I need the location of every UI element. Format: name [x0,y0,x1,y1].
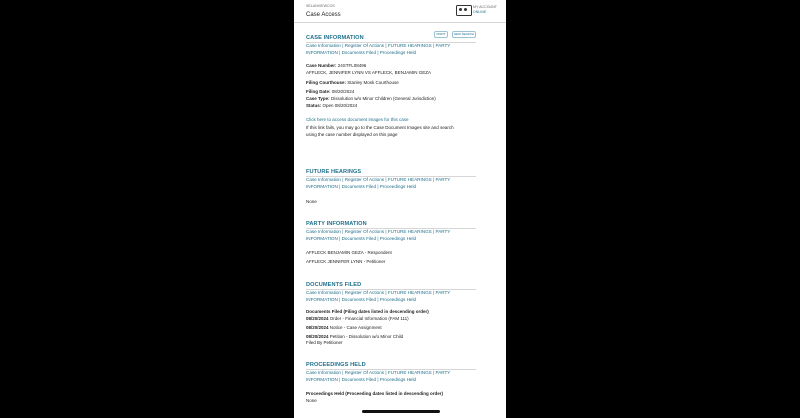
account-status: ONLINE [473,10,487,14]
document-filed-by: Filed By Petitioner [306,340,343,345]
nav-proceedings-held[interactable]: Proceedings Held [379,297,417,302]
nav-documents-filed[interactable]: Documents Filed [341,236,377,241]
nav-documents-filed[interactable]: Documents Filed [341,184,377,189]
document-row: 08/20/2024 Notice - Case Assignment [306,325,382,330]
nav-party-information[interactable]: PARTY INFORMATION [306,177,451,189]
nav-register-of-actions[interactable]: Register Of Actions [344,290,385,295]
nav-future-hearings[interactable]: FUTURE HEARINGS [387,290,432,295]
user-account-icon[interactable] [456,5,472,16]
nav-proceedings-held[interactable]: Proceedings Held [379,236,417,241]
nav-case-information[interactable]: Case Information [306,370,341,375]
nav-case-information[interactable]: Case Information [306,177,341,182]
print-button[interactable]: PRINT [434,31,448,38]
link-fail-note-line2: using the case number displayed on this page [306,132,398,137]
party-petitioner: AFFLECK JENNIFER LYNN - Petitioner [306,259,386,264]
section-nav: Case Information | Register Of Actions | FUTURE HEARINGS | PARTY INFORMATION | Documents Filed | Proceedings Held [306,229,451,241]
status-row: Status: Open 08/20/2024 [306,103,358,108]
party-respondent: AFFLECK BENJAMIN GEZA - Respondent [306,250,392,255]
case-number-value: 24STFL08496 [337,63,367,68]
nav-proceedings-held[interactable]: Proceedings Held [379,184,417,189]
case-parties: AFFLECK, JENNIFER LYNN VS AFFLECK, BENJAMIN GEZA [306,70,431,75]
case-information-heading: CASE INFORMATION [306,35,364,41]
documents-filed-subheading: Documents Filed (Filing dates listed in descending order) [306,309,429,314]
nav-party-information[interactable]: PARTY INFORMATION [306,229,451,241]
link-fail-note-line1: If this link fails, you may go to the Case Document Images site and search [306,125,454,130]
nav-documents-filed[interactable]: Documents Filed [341,50,377,55]
section-nav: Case Information | Register Of Actions | FUTURE HEARINGS | PARTY INFORMATION | Documents Filed | Proceedings Held [306,43,451,55]
nav-party-information[interactable]: PARTY INFORMATION [306,43,451,55]
document-row: 08/20/2024 Order - Financial Information (FAM 111) [306,316,409,321]
home-indicator[interactable] [362,410,440,413]
nav-register-of-actions[interactable]: Register Of Actions [344,229,385,234]
proceedings-held-subheading: Proceedings Held (Proceeding dates listed in descending order) [306,391,444,396]
nav-proceedings-held[interactable]: Proceedings Held [379,377,417,382]
courthouse-row: Filing Courthouse: Stanley Mosk Courthouse [306,80,399,85]
nav-case-information[interactable]: Case Information [306,229,341,234]
browser-page [294,0,506,418]
nav-future-hearings[interactable]: FUTURE HEARINGS [387,177,432,182]
document-images-link[interactable]: Click here to access document images for this case [306,117,409,122]
proceedings-held-value: None [306,398,317,403]
nav-register-of-actions[interactable]: Register Of Actions [344,177,385,182]
section-nav: Case Information | Register Of Actions | FUTURE HEARINGS | PARTY INFORMATION | Documents Filed | Proceedings Held [306,290,451,302]
documents-filed-heading: DOCUMENTS FILED [306,282,362,288]
nav-future-hearings[interactable]: FUTURE HEARINGS [387,229,432,234]
document-row: 08/20/2024 Petition - Dissolution w/o Minor Child [306,334,404,339]
account-label[interactable]: MY ACCOUNT [473,5,497,9]
nav-party-information[interactable]: PARTY INFORMATION [306,290,451,302]
header-small-text: SELANVIEWCOS [306,4,335,8]
nav-proceedings-held[interactable]: Proceedings Held [379,50,417,55]
page-title: Case Access [306,12,341,18]
filing-date-row: Filing Date: 08/20/2024 [306,89,355,94]
nav-future-hearings[interactable]: FUTURE HEARINGS [387,370,432,375]
nav-documents-filed[interactable]: Documents Filed [341,297,377,302]
proceedings-held-heading: PROCEEDINGS HELD [306,362,366,368]
case-type-row: Case Type: Dissolution w/o Minor Children (General Jurisdiction) [306,96,436,101]
nav-future-hearings[interactable]: FUTURE HEARINGS [387,43,432,48]
section-nav: Case Information | Register Of Actions | FUTURE HEARINGS | PARTY INFORMATION | Documents Filed | Proceedings Held [306,177,451,189]
future-hearings-value: None [306,199,317,204]
nav-documents-filed[interactable]: Documents Filed [341,377,377,382]
nav-case-information[interactable]: Case Information [306,290,341,295]
section-nav: Case Information | Register Of Actions | FUTURE HEARINGS | PARTY INFORMATION | Documents Filed | Proceedings Held [306,370,451,382]
nav-register-of-actions[interactable]: Register Of Actions [344,43,385,48]
future-hearings-heading: FUTURE HEARINGS [306,169,362,175]
nav-case-information[interactable]: Case Information [306,43,341,48]
party-information-heading: PARTY INFORMATION [306,221,367,227]
nav-register-of-actions[interactable]: Register Of Actions [344,370,385,375]
header-divider [294,22,506,23]
case-number-row: Case Number: 24STFL08496 [306,63,367,68]
new-search-button[interactable]: NEW SEARCH [453,32,475,36]
nav-party-information[interactable]: PARTY INFORMATION [306,370,451,382]
